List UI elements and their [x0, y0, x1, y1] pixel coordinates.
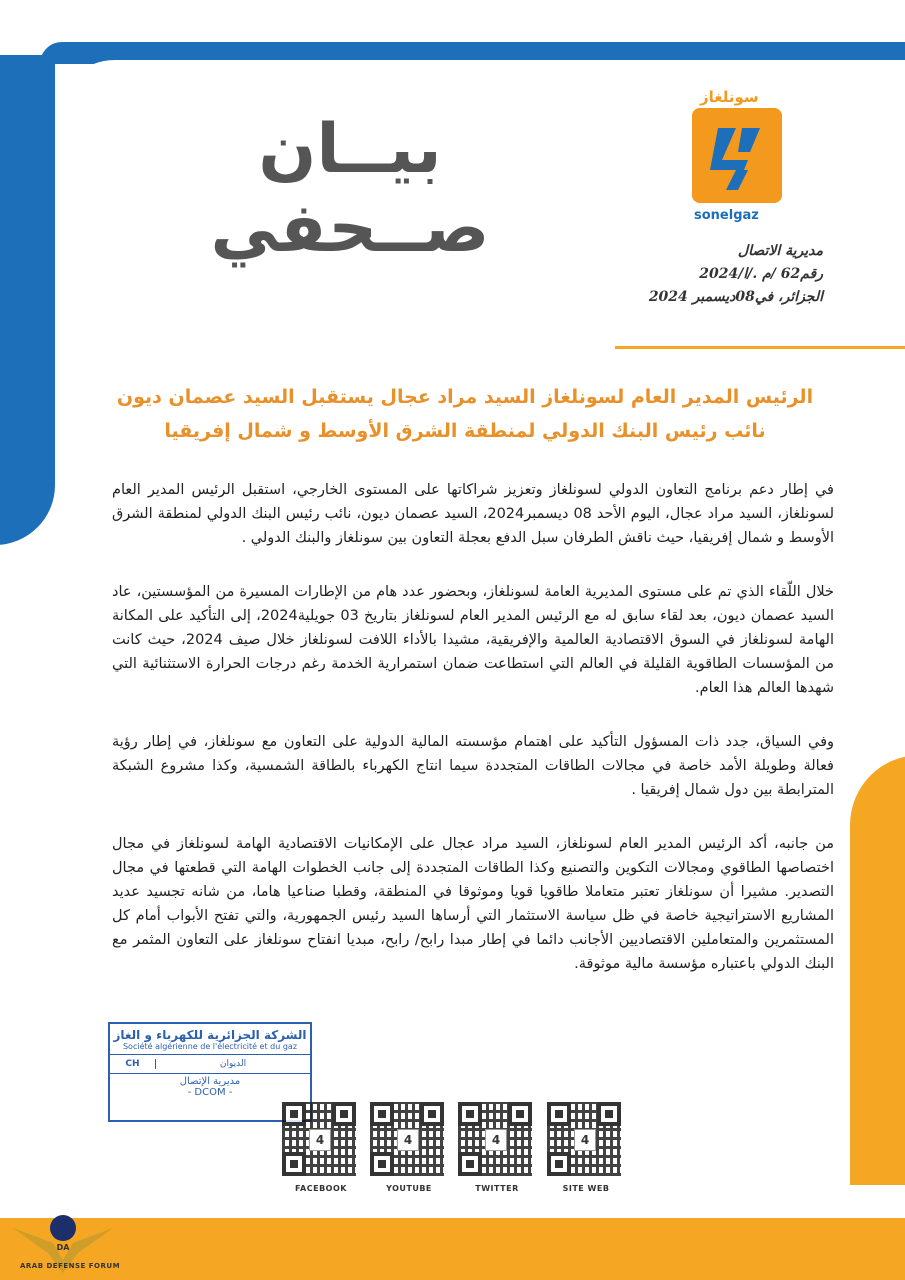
stamp-arabic-name: الشركة الجزائرية للكهرباء و الغاز [113, 1028, 307, 1042]
qr-label: SITE WEB [562, 1184, 610, 1193]
logo-arabic-text: سونلغاز [700, 88, 759, 106]
qr-label: YOUTUBE [386, 1184, 432, 1193]
qr-label: FACEBOOK [295, 1184, 347, 1193]
sonelgaz-logo [692, 108, 782, 203]
svg-text:DA: DA [56, 1243, 70, 1252]
sonelgaz-logo-icon [692, 108, 782, 203]
divider [615, 346, 905, 349]
stamp-department: مديرية الإتصال [179, 1076, 241, 1087]
qr-twitter[interactable] [458, 1102, 536, 1193]
qr-code-icon: 4 [370, 1102, 444, 1176]
orange-bottom-band [0, 1218, 905, 1280]
qr-facebook[interactable] [282, 1102, 360, 1193]
reference-block [523, 240, 823, 309]
paragraph: من جانبه، أكد الرئيس المدير العام لسونلغاز، السيد مراد عجال على الإمكانيات الاقتصادية الهامة لسونلغاز في مجال اختصاصها الطاقوي ومجالات التكوين والتصنيع وكذا الطاقات المتجددة إلى جانب الخطوات الهامة التي قطعتها في مجال التصدير. مشيرا أن سونلغاز تعتبر متعاملا طاقويا قويا وموثوقا في المنطقة، وقطبا صناعيا هاما، من شانه تجسيد عديد المشاريع الاستراتيجية خاصة في ظل سياسة الاستثمار التي أرساها السيد رئيس الجمهورية، والتي تفتح الأبواب أمام كل المستثمرين والمتعاملين الاقتصاديين الأجانب دائما في إطار مبدا رابح/ رابح، مبديا انفتاح سونلغاز على التعاون المثمر مع البنك الدولي باعتباره مؤسسة مالية موثوقة. [112, 836, 834, 972]
reference-number: رقم62 /م ./ا/2024 [699, 266, 823, 282]
stamp-cell-right: الديوان [219, 1059, 247, 1069]
qr-label: TWITTER [475, 1184, 519, 1193]
date-line: الجزائر، في08ديسمبر 2024 [648, 289, 823, 305]
qr-youtube[interactable] [370, 1102, 448, 1193]
logo-latin-text: sonelgaz [694, 208, 759, 223]
department-line: مديرية الاتصال [737, 243, 823, 259]
blue-side-band [0, 55, 55, 545]
stamp-cell-left: CH [110, 1059, 156, 1069]
qr-code-icon: 4 [458, 1102, 532, 1176]
orange-side-band [850, 755, 905, 1185]
stamp-code: - DCOM - [187, 1087, 233, 1098]
stamp-row [110, 1055, 310, 1074]
watermark-text: ARAB DEFENSE FORUM [20, 1262, 121, 1270]
body-text [112, 478, 834, 1006]
paragraph: في إطار دعم برنامج التعاون الدولي لسونلغاز وتعزيز شراكاتها على المستوى الخارجي، استقبل الرئيس المدير العام لسونلغاز، السيد مراد عجال، اليوم الأحد 08 ديسمبر2024، السيد عصمان ديون، نائب رئيس البنك الدولي لمنطقة الشرق الأوسط و شمال إفريقيا، حيث ناقش الطرفان سبل الدفع بعجلة التعاون بين سونلغاز والبنك الدولي . [112, 482, 835, 546]
page-title: بيــان صــحفي [210, 110, 490, 268]
headline: الرئيس المدير العام لسونلغاز السيد مراد عجال يستقبل السيد عصمان ديون نائب رئيس البنك الدولي لمنطقة الشرق الأوسط و شمال إفريقيا [116, 386, 814, 442]
paragraph: خلال اللّقاء الذي تم على مستوى المديرية العامة لسونلغاز، وبحضور عدد هام من الإطارات المسيرة من المؤسستين، عاد السيد عصمان ديون، بعد لقاء سابق له مع الرئيس المدير العام لسونلغاز بتاريخ 03 جويلية2024، إلى التأكيد على المكانة الهامة لسونلغاز في السوق الاقتصادية العالمية والإفريقية، مشيدا بالأداء اللافت لسونلغاز خلال صيف 2024، حيث كانت من المؤسسات الطاقوية القليلة في العالم التي استطاعت ضمان استمرارية الخدمة رغم درجات الحرارة الاستثنائية التي شهدها العالم هذا العام. [112, 584, 834, 696]
qr-code-icon: 4 [547, 1102, 621, 1176]
stamp-french-name: Société algérienne de l'électricité et du gaz [110, 1042, 310, 1055]
qr-site-web[interactable] [547, 1102, 625, 1193]
qr-code-icon: 4 [282, 1102, 356, 1176]
paragraph: وفي السياق، جدد ذات المسؤول التأكيد على اهتمام مؤسسته المالية الدولية على التعاون مع سونلغاز، في إطار رؤية فعالة وطويلة الأمد خاصة في مجالات الطاقات المتجددة سيما انتاج الكهرباء بالطاقة الشمسية، وكذا مشروع الشبكة المترابطة بين دول شمال إفريقيا . [112, 734, 834, 798]
